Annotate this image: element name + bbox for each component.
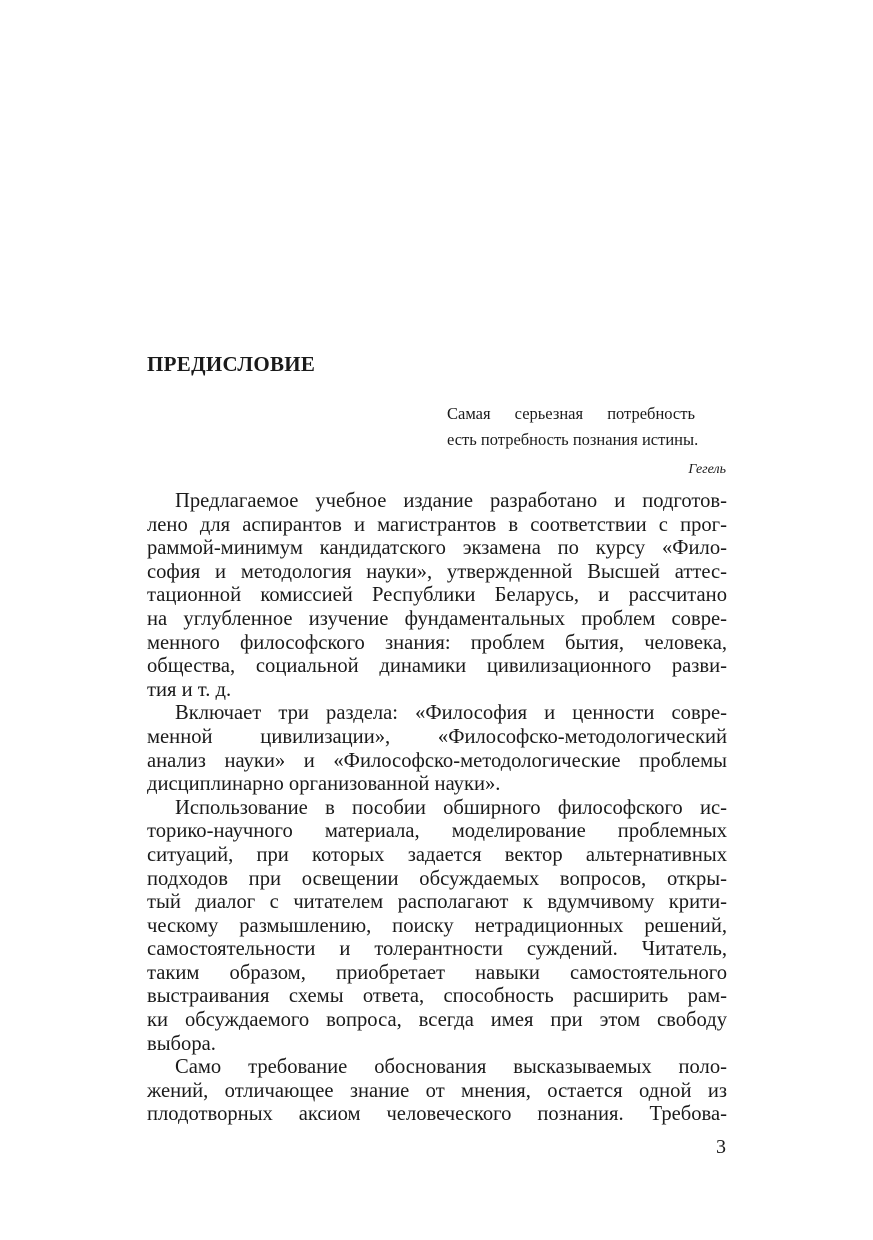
text-line: выстраивания схемы ответа, способность расширить рам- — [147, 985, 727, 1008]
text-line: анализ науки» и «Философско-методологические проблемы — [147, 749, 727, 772]
text-line: выбора. — [147, 1032, 216, 1055]
text-line: тый диалог с читателем располагают к вдумчивому крити- — [147, 891, 727, 914]
epigraph-line: Самая серьезная потребность — [447, 404, 695, 423]
epigraph-line: есть потребность познания истины. — [447, 430, 699, 449]
text-line: ческому размышлению, поиску нетрадиционных решений, — [147, 914, 727, 937]
text-line: торико-научного материала, моделирование проблемных — [147, 820, 727, 843]
page-title: ПРЕДИСЛОВИЕ — [147, 352, 316, 376]
epigraph — [447, 401, 727, 483]
text-line: Использование в пособии обширного философского ис- — [175, 796, 727, 819]
page-number: 3 — [716, 1136, 726, 1158]
text-line: Включает три раздела: «Философия и ценности совре- — [175, 702, 727, 725]
text-line: ки обсуждаемого вопроса, всегда имея при этом свободу — [147, 1009, 727, 1032]
body-text — [147, 490, 727, 1127]
text-line: тия и т. д. — [147, 678, 232, 701]
text-line: общества, социальной динамики цивилизационного разви- — [147, 655, 727, 678]
text-line: менного философского знания: проблем бытия, человека, — [147, 631, 727, 654]
text-line: лено для аспирантов и магистрантов в соответствии с прог- — [147, 513, 727, 536]
text-line: Предлагаемое учебное издание разработано и подготов- — [175, 490, 727, 512]
text-line: на углубленное изучение фундаментальных проблем совре- — [147, 607, 727, 630]
text-line: подходов при освещении обсуждаемых вопросов, откры- — [147, 867, 727, 890]
text-line: софия и методология науки», утвержденной Высшей аттес- — [147, 560, 727, 583]
text-line: раммой-минимум кандидатского экзамена по курсу «Фило- — [147, 537, 727, 560]
text-line: дисциплинарно организованной науки». — [147, 773, 501, 796]
epigraph-author: Гегель — [688, 462, 726, 477]
text-line: тационной комиссией Республики Беларусь, и рассчитано — [147, 584, 727, 607]
text-line: таким образом, приобретает навыки самостоятельного — [147, 961, 727, 984]
text-line: жений, отличающее знание от мнения, остается одной из — [147, 1079, 727, 1102]
text-line: ситуаций, при которых задается вектор альтернативных — [147, 843, 727, 866]
text-line: плодотворных аксиом человеческого познания. Требова- — [147, 1103, 727, 1126]
text-line: Само требование обоснования высказываемых поло- — [175, 1056, 727, 1079]
text-line: менной цивилизации», «Философско-методологический — [147, 725, 727, 748]
text-line: самостоятельности и толерантности суждений. Читатель, — [147, 938, 727, 961]
